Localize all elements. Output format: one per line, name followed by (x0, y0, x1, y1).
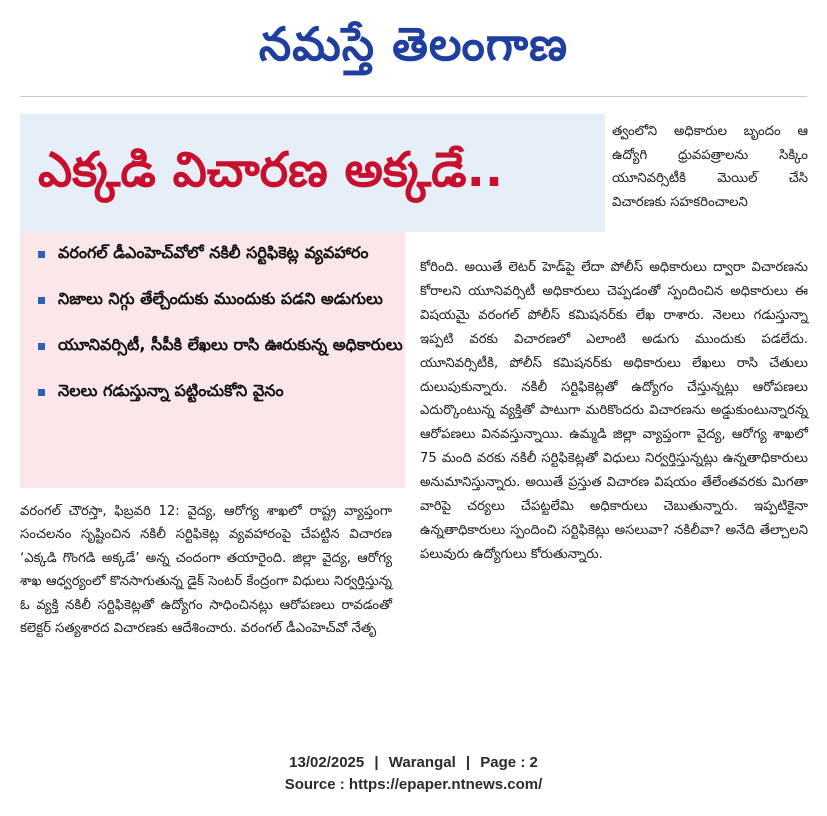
masthead-logo: నమస్తే తెలంగాణ (258, 17, 569, 71)
top-divider (20, 96, 807, 97)
footer-source-link[interactable]: Source : https://epaper.ntnews.com/ (284, 776, 543, 793)
bullet-square-icon (38, 343, 45, 350)
headline-banner (20, 114, 605, 232)
footer-separator: | (465, 754, 471, 771)
footer-meta-line (0, 752, 827, 774)
page-footer (0, 752, 827, 796)
highlight-item (20, 236, 405, 270)
footer-page: Page : 2 (480, 754, 538, 771)
article-headline: ఎక్కడి విచారణ అక్కడే.. (38, 142, 504, 198)
highlight-text: నెలలు గడుస్తున్నా పట్టించుకోని వైనం (58, 381, 284, 400)
bullet-square-icon (38, 297, 45, 304)
footer-edition: Warangal (388, 754, 456, 771)
highlight-item (20, 282, 405, 316)
bullet-square-icon (38, 389, 45, 396)
article-column-right-top: త్వంలోని అధికారుల బృందం ఆ ఉద్యోగి ధ్రువపత్రాలను సిక్కిం యూనివర్సిటీకి మెయిల్ చేసి విచారణకు సహకరించాలని (612, 124, 808, 210)
highlight-item (20, 374, 405, 408)
article-column-left: వరంగల్ చౌరస్తా, ఫిబ్రవరి 12: వైద్య, ఆరోగ్య శాఖలో రాష్ట్ర వ్యాప్తంగా సంచలనం సృష్టించిన నకిలీ సర్టిఫికెట్ల వ్యవహారంపై చేపట్టిన విచారణ ‘ఎక్కడి గొంగడి అక్కడే’ అన్న చందంగా తయారైంది. జిల్లా వైద్య, ఆరోగ్య శాఖ ఆధ్వర్యంలో కొనసాగుతున్న డైక్ సెంటర్ కేంద్రంగా విధులు నిర్వర్తిస్తున్న ఓ వ్యక్తి నకిలీ సర్టిఫికెట్లతో ఉద్యోగం సాధించినట్లు ఆరోపణలు రావడంతో కలెక్టర్ సత్యశారద విచారణకు ఆదేశించారు. వరంగల్ డీఎంహెచ్‌వో నేతృ (20, 504, 392, 637)
footer-date: 13/02/2025 (289, 754, 365, 771)
highlight-text: వరంగల్ డీఎంహెచ్‌వోలో నకిలీ సర్టిఫికెట్ల వ్యవహారం (58, 243, 369, 262)
highlight-text: యూనివర్సిటీ, సీపీకి లేఖలు రాసి ఊరుకున్న అధికారులు (58, 335, 403, 354)
highlights-box (20, 232, 405, 488)
highlight-text: నిజాలు నిగ్గు తేల్చేందుకు ముందుకు పడని అడుగులు (58, 289, 383, 308)
article-column-right: కోరింది. అయితే లెటర్ హెడ్‌పై లేదా పోలీస్ అధికారులు ద్వారా విచారణను కోరాలని యూనివర్సిటీ అధికారులు చెప్పడంతో స్పందించిన అధికారులు ఈ విషయమై వరంగల్ పోలీస్ కమిషనర్‌కు లేఖ రాశారు. నెలలు గడుస్తున్నా ఇప్పటి వరకు విచారణలో ఎలాంటి అడుగు ముందుకు పడలేదు. యూనివర్సిటీకి, పోలీస్ కమిషనర్‌కు అధికారులు లేఖలు రాసి చేతులు దులుపుకున్నారు. నకిలీ సర్టిఫికెట్లతో ఉద్యోగం చేస్తున్నట్లు ఆరోపణలు ఎదుర్కొంటున్న వ్యక్తితో పాటుగా మరికొందరు విచారణను అడ్డుకుంటున్నారన్న ఆరోపణలు వినవస్తున్నాయి. ఉమ్మడి జిల్లా వ్యాప్తంగా వైద్య, ఆరోగ్య శాఖలో 75 మంది వరకు నకిలీ సర్టిఫికెట్లతో విధులు నిర్వర్తిస్తున్నట్లు ఉన్నతాధికారులు అనుమానిస్తున్నారు. అయితే ప్రస్తుత విచారణ విషయం తేలేంతవరకు మిగతా వారిపై చర్యలు చేపట్టలేమి అధికారులు చెబుతున్నారు. ఇప్పటికైనా ఉన్నతాధికారులు స్పందించి సర్టిఫికెట్లు అసలువా? నకిలీవా? అనేది తేల్చాలని పలువురు ఉద్యోగులు కోరుతున్నారు. (420, 260, 808, 562)
highlight-item (20, 328, 405, 362)
footer-separator: | (374, 754, 379, 771)
bullet-square-icon (38, 251, 45, 258)
